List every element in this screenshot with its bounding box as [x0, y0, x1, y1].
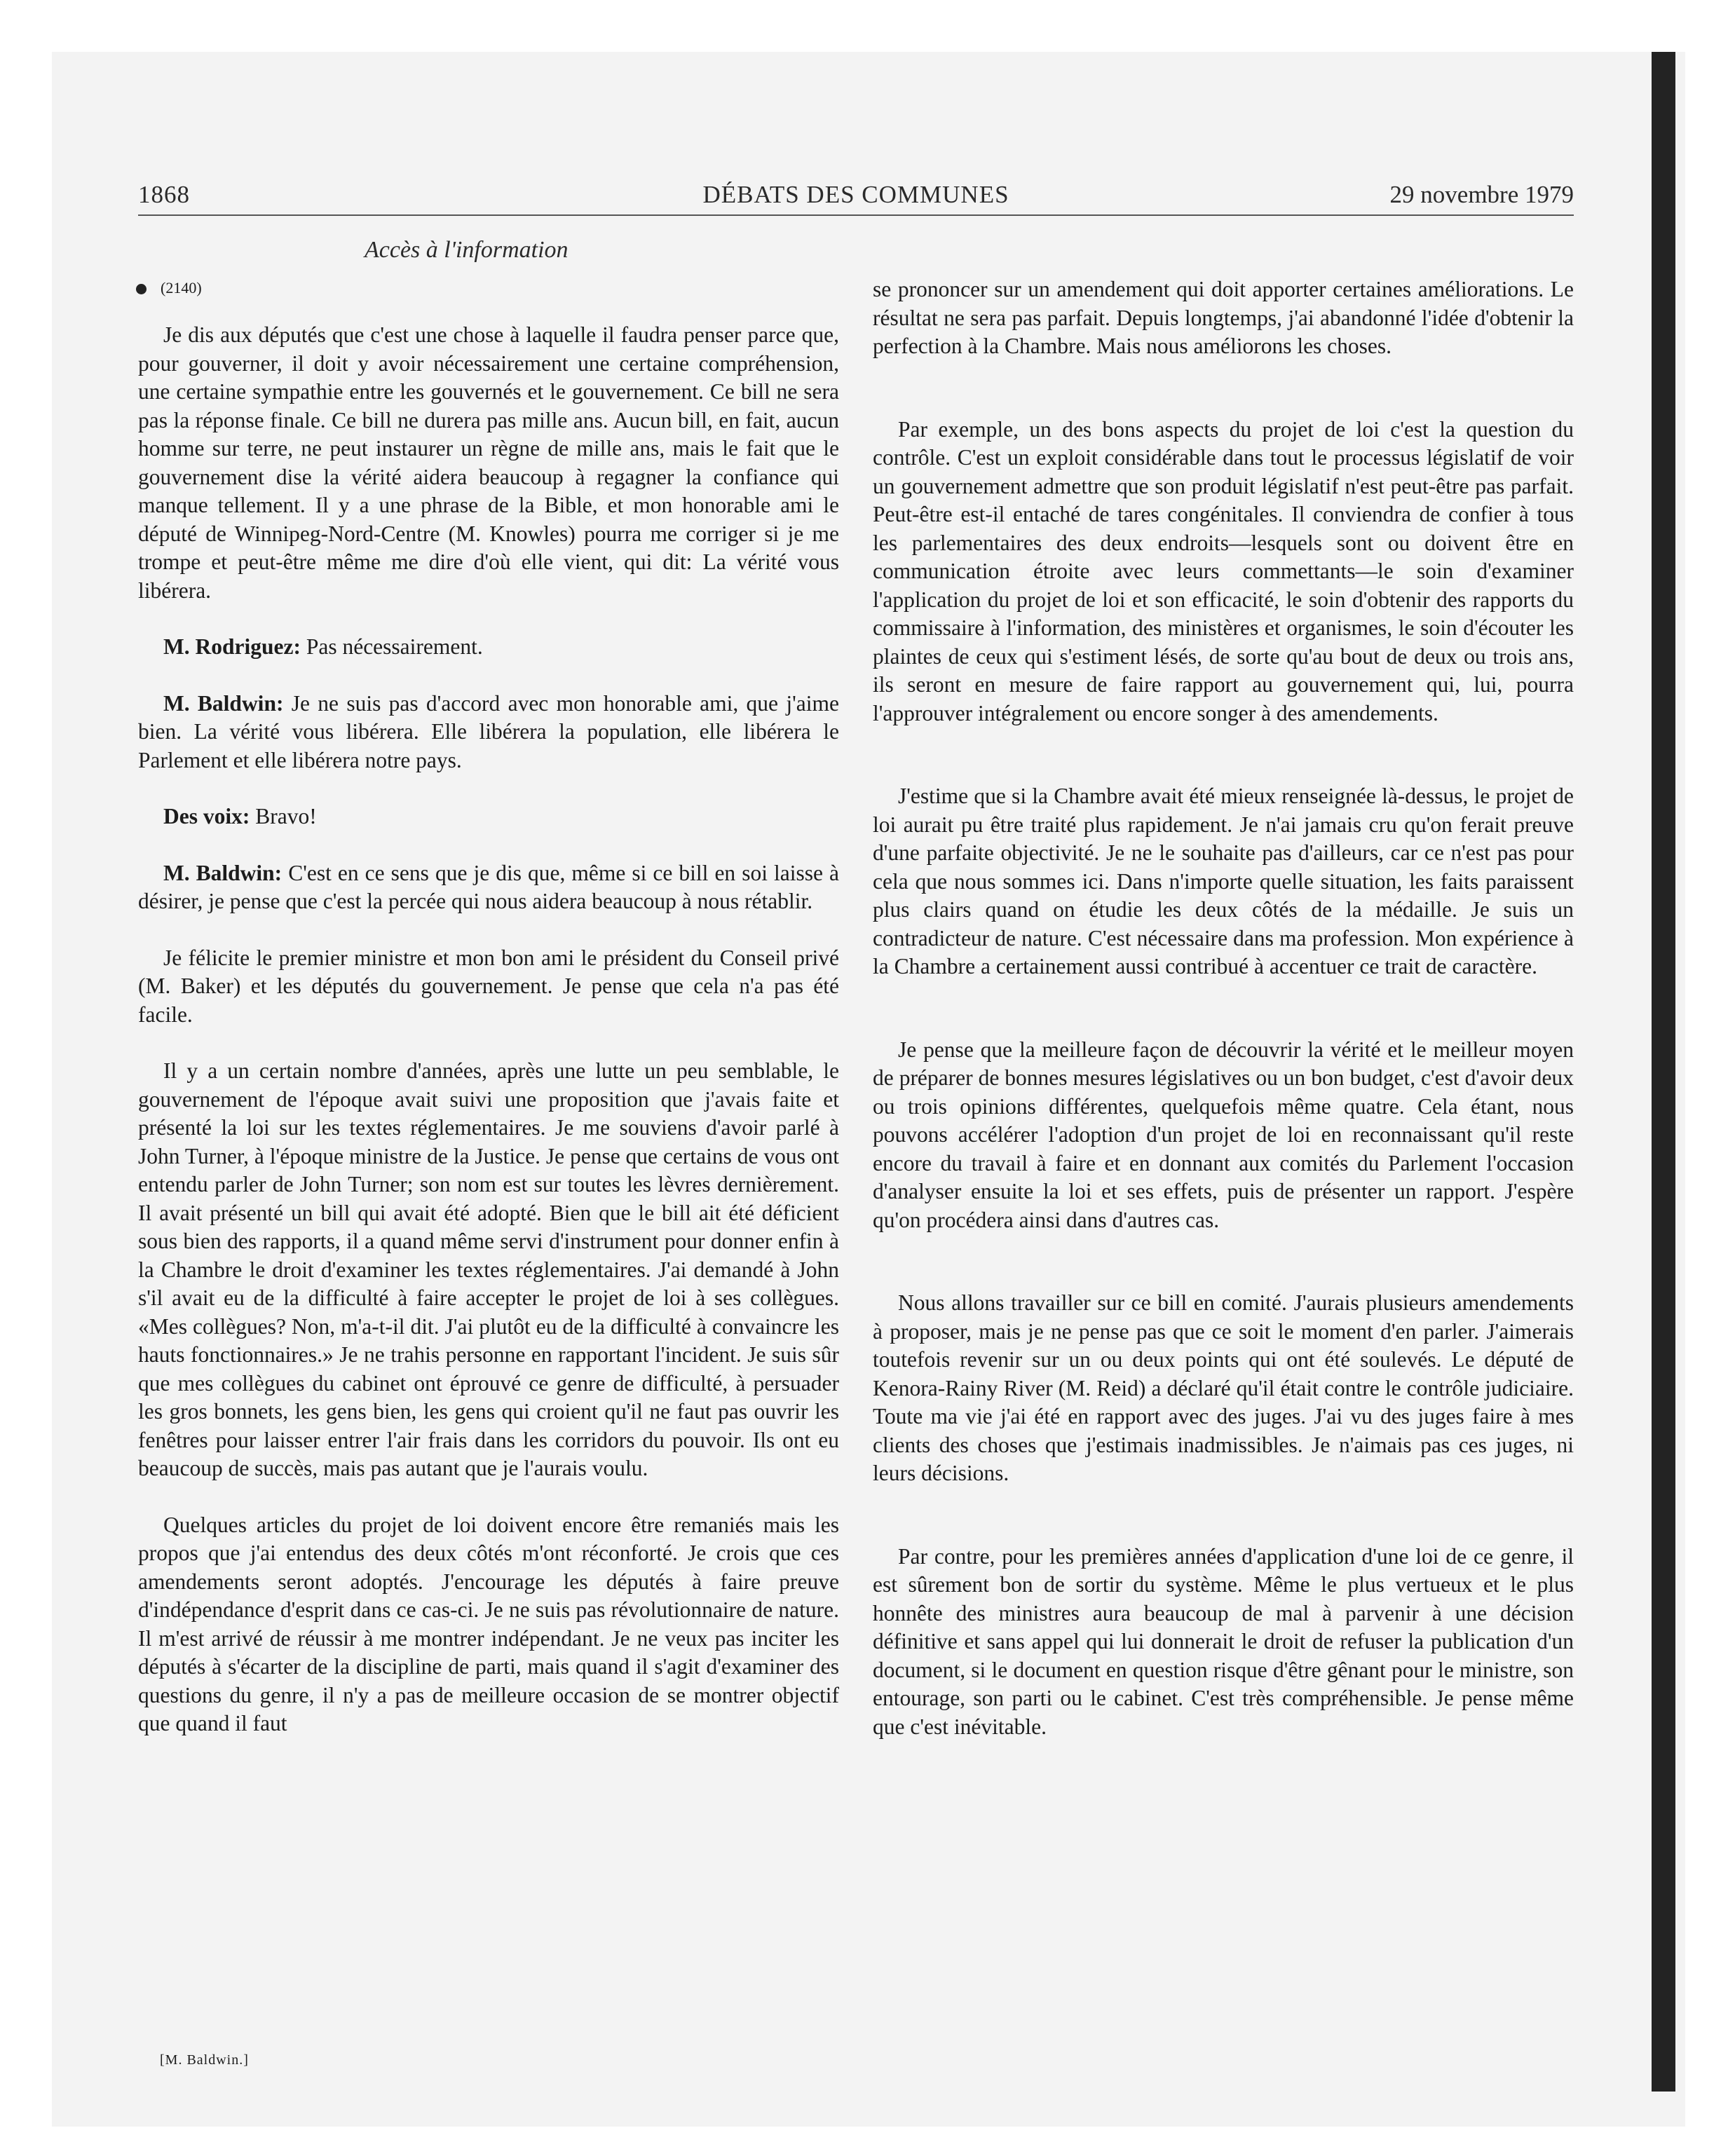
speaker-name: M. Baldwin:	[163, 690, 284, 716]
header-rule	[138, 214, 1574, 216]
paragraph	[138, 633, 839, 662]
paragraph	[138, 859, 839, 916]
paragraph	[138, 803, 839, 831]
paragraph	[138, 690, 839, 775]
paragraph: Nous allons travailler sur ce bill en comité. J'aurais plusieurs amendements à proposer, mais je ne pense pas que ce soit le moment d'en parler. J'aimerais toutefois revenir sur un ou deux points qui ont été soulevés. Le député de Kenora-Rainy River (M. Reid) a déclaré qu'il était contre le contrôle judiciaire. Toute ma vie j'ai été en rapport avec des juges. J'ai vu des juges faire à mes clients des choses que j'estimais inadmissibles. Je n'aimais pas ces juges, ni leurs décisions.	[873, 1290, 1574, 1485]
paragraph: Je félicite le premier ministre et mon bon ami le président du Conseil privé (M. Baker) et les députés du gouvernement. Je pense que cela n'a pas été facile.	[138, 945, 839, 1027]
paragraph: se prononcer sur un amendement qui doit apporter certaines améliorations. Le résultat ne sera pas parfait. Depuis longtemps, j'ai abandonné l'idée d'obtenir la perfection à la Chambre. Mais nous améliorons les choses.	[873, 277, 1574, 358]
scan-edge-shadow	[1652, 52, 1675, 2092]
speaker-name: M. Rodriguez:	[163, 634, 301, 659]
paragraph: Par exemple, un des bons aspects du projet de loi c'est la question du contrôle. C'est un exploit considérable dans tout le processus législatif de voir un gouvernement admettre que son produit législatif n'est peut-être pas parfait. Peut-être est-il entaché de tares congénitales. Il conviendra de confier à tous les parlementaires des deux endroits—lesquels sont ou doivent être en communication étroite avec leurs commettants—le soin d'examiner l'application du projet de loi et son efficacité, le soin d'obtenir des rapports du commissaire à l'information, des ministères et organismes, le soin d'écouter les plaintes de ceux qui s'estiment lésés, de sorte qu'au bout de deux ou trois ans, ils seront en mesure de faire rapport au gouvernement qui, lui, pourra l'approuver intégralement ou encore songer à des amendements.	[873, 416, 1574, 725]
header-date: 29 novembre 1979	[1389, 181, 1574, 208]
paragraph: Je pense que la meilleure façon de découvrir la vérité et le meilleur moyen de préparer de bonnes mesures législatives ou un bon budget, c'est d'avoir deux ou trois opinions différentes, quelquefois même quatre. Cela étant, nous pouvons accélérer l'adoption d'un projet de loi en reconnaissant qu'il reste encore du travail à faire et en donnant aux comités du Parlement l'occasion d'analyser ensuite la loi et ses effets, puis de présenter un rapport. J'espère qu'on procédera ainsi dans d'autres cas.	[873, 1037, 1574, 1232]
speech-text: Pas nécessairement.	[300, 634, 483, 659]
speech-text: C'est en ce sens que je dis que, même si ce bill en soi laisse à désirer, je pense que c'est la percée qui nous aidera beaucoup à nous rétablir.	[138, 860, 839, 913]
right-column	[873, 275, 1574, 1741]
time-marker-text: (2140)	[161, 279, 202, 296]
left-column	[138, 321, 839, 1738]
bullet-icon	[136, 284, 147, 294]
time-marker	[136, 279, 202, 297]
paragraph: J'estime que si la Chambre avait été mieux renseignée là-dessus, le projet de loi aurait pu être traité plus rapidement. Je n'ai jamais cru qu'on ferait preuve d'une parfaite objectivité. Je ne le souhaite pas d'ailleurs, car ce n'est pas pour cela que nous sommes ici. Dans n'importe quelle situation, les faits paraissent plus clairs quand on étudie les deux côtés de la médaille. Je suis un contradicteur de nature. C'est nécessaire dans ma profession. Mon expérience à la Chambre a certainement aussi contribué à accentuer ce trait de caractère.	[873, 784, 1574, 978]
running-header	[138, 181, 1574, 216]
speaker-name: Des voix:	[163, 804, 250, 828]
speech-text: Je ne suis pas d'accord avec mon honorable ami, que j'aime bien. La vérité vous libérera. Elle libérera la population, elle libérera le Parlement et elle libérera notre pays.	[138, 690, 839, 772]
page-number: 1868	[138, 181, 190, 208]
paragraph: Quelques articles du projet de loi doivent encore être remaniés mais les propos que j'ai entendus des deux côtés m'ont réconforté. Je crois que ces amendements seront adoptés. J'encourage les députés à faire preuve d'indépendance d'esprit dans ce cas-ci. Je ne suis pas révolutionnaire de nature. Il m'est arrivé de réussir à me montrer indépendant. Je ne veux pas inciter les députés à s'écarter de la discipline de parti, mais quand il s'agit d'examiner des questions du genre, il n'y a pas de meilleure occasion de se montrer objectif que quand il faut	[138, 1512, 839, 1735]
footer-speaker-note: [M. Baldwin.]	[160, 2052, 249, 2068]
paragraph: Il y a un certain nombre d'années, après une lutte un peu semblable, le gouvernement de l'époque avait suivi une proposition que j'avais faite et présenté la loi sur les textes réglementaires. Je me souviens d'avoir parlé à John Turner, à l'époque ministre de la Justice. Je pense que certains de vous ont entendu parler de John Turner; son nom est sur toutes les lèvres dernièrement. Il avait présenté un bill qui avait été adopté. Bien que le bill ait été déficient sous bien des rapports, il a quand même servi d'instrument pour donner enfin à la Chambre le droit d'examiner les textes réglementaires. J'ai demandé à John s'il avait eu de la difficulté à faire accepter le projet de loi à ses collègues. «Mes collègues? Non, m'a-t-il dit. J'ai plutôt eu de la difficulté à convaincre les hauts fonctionnaires.» Je ne trahis personne en rapportant l'incident. Je suis sûr que mes collègues du cabinet ont éprouvé ce genre de difficulté, à persuader les gros bonnets, les gens bien, les gens qui croient qu'il ne faut pas ouvrir les fenêtres pour laisser entrer l'air frais dans les corridors du pouvoir. Ils ont eu beaucoup de succès, mais pas autant que je l'aurais voulu.	[138, 1058, 839, 1480]
speaker-name: M. Baldwin:	[163, 860, 283, 885]
speech-text: Bravo!	[250, 804, 317, 828]
section-title: Accès à l'information	[365, 237, 569, 263]
paragraph: Par contre, pour les premières années d'application d'une loi de ce genre, il est sûrement bon de sortir du système. Même le plus vertueux et le plus honnête des ministres aura beaucoup de mal à parvenir à une décision définitive et sans appel qui lui donnerait le droit de refuser la publication d'un document, si le document en question risque d'être gênant pour le ministre, son entourage, son parti ou le cabinet. C'est très compréhensible. Je pense même que c'est inévitable.	[873, 1543, 1574, 1739]
paragraph: Je dis aux députés que c'est une chose à laquelle il faudra penser parce que, pour gouverner, il doit y avoir nécessairement une certaine compréhension, une certaine sympathie entre les gouvernés et le gouvernement. Ce bill ne sera pas la réponse finale. Ce bill ne durera pas mille ans. Aucun bill, en fait, aucun homme sur terre, ne peut instaurer un règne de mille ans, mais le fait que le gouvernement dise la vérité aidera beaucoup à regagner la confiance qui manque tellement. Il y a une phrase de la Bible, et mon honorable ami le député de Winnipeg-Nord-Centre (M. Knowles) pourra me corriger si je me trompe et peut-être même me dire d'où elle vient, qui dit: La vérité vous libérera.	[138, 322, 839, 603]
publication-title: DÉBATS DES COMMUNES	[702, 181, 1009, 208]
